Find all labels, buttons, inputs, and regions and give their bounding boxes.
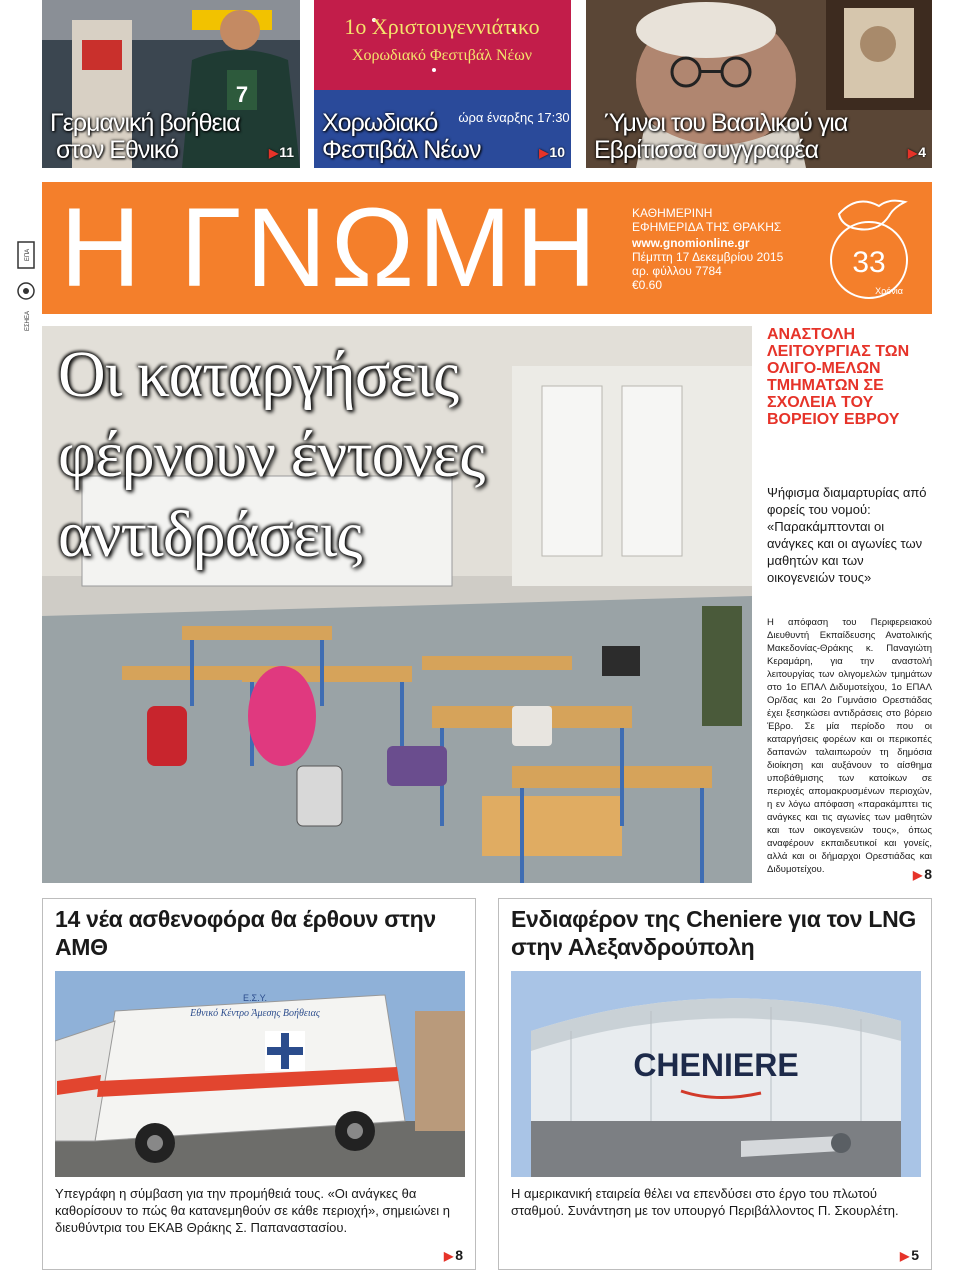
anniversary-label: Χρόνια [875, 286, 903, 296]
price: €0.60 [632, 278, 663, 292]
cheniere-tank-text: CHENIERE [633, 1047, 799, 1083]
arrow-right-icon: ▶ [268, 146, 279, 160]
jersey-number: 7 [235, 82, 249, 107]
teaser-title-line1: Χορωδιακό [322, 109, 438, 137]
eshea-label: ΕΣΗΕΑ [25, 310, 31, 332]
epa-label: ΕΠΑ [25, 248, 31, 262]
lead-headline-line3: αντιδράσεις [58, 498, 362, 571]
story-ambulances[interactable] [42, 898, 476, 1270]
lng-tank-photo [511, 971, 921, 1177]
arrow-right-icon: ▶ [443, 1249, 454, 1263]
page-number: 5 [911, 1247, 919, 1263]
teaser-title-line1: Γερμανική βοήθεια [50, 109, 240, 137]
festival-time: ώρα έναρξης 17:30 [458, 110, 570, 125]
page-number: 8 [924, 866, 933, 882]
lead-body: Η απόφαση του Περιφερειακού Διευθυντή Εκπαίδευσης Ανατολικής Μακεδονίας-Θράκης κ. Παναγιώτη Κεραμάρη, για την αναστολή λειτουργίας των ολιγομελών τμημάτων στο 1ο ΕΠΑΛ Διδυμοτείχου, 1ο ΕΠΑΛ Ορ/δας και 2ο Γυμνάσιο Ορεστιάδας έχει ξεσηκώσει αντιδράσεις στο βόρειο Έβρο. Σε μία περίοδο που οι καταργήσεις φορέων και οι περικοπές δαπανών ταλαιπωρούν τη δημόσια διοίκηση και αυξάνουν το αίσθημα υποβάθμισης των κατοίκων σε περιοχές απομακρυσμένων περιοχών, η εν λόγω απόφαση «παρακάμπτει τις ανάγκες και τις αγωνίες των μαθητών και των οικογενειών τους», όπως αναφέρουν εκπαιδευτικοί και γονείς, αλλά και οι δήμαρχοι Ορεστιάδας και Διδυμοτείχου. [767, 617, 932, 875]
page-number: 8 [455, 1247, 463, 1263]
festival-banner-line2: Χορωδιακό Φεστιβάλ Νέων [351, 47, 533, 64]
lead-page-ref[interactable] [913, 866, 932, 882]
teaser-title-line2: στον Εθνικό [56, 136, 179, 164]
story-page-ref[interactable] [444, 1247, 463, 1263]
arrow-right-icon: ▶ [539, 146, 549, 160]
tagline-line1: ΚΑΘΗΜΕΡΙΝΗ [632, 206, 713, 220]
ambulance-label-1: Ε.Σ.Υ. [243, 993, 267, 1003]
story-description: Υπεγράφη η σύμβαση για την προμήθειά τους. «Οι ανάγκες θα καθορίσουν το πώς θα κατανεμηθούν σε κάθε περιοχή», σημειώνει η διευθύντρια του ΕΚΑΒ Θράκης Σ. Παπαναστασίου. [55, 1186, 451, 1235]
lng-tank-illustration [511, 971, 921, 1177]
ambulance-illustration [55, 971, 465, 1177]
story-cheniere[interactable] [498, 898, 932, 1270]
epa-logo-icon [16, 240, 36, 270]
page-number: 10 [549, 144, 565, 160]
teaser-title [594, 110, 847, 164]
teaser-title-line2: Φεστιβάλ Νέων [322, 136, 481, 164]
page-number: 11 [279, 144, 294, 160]
story-description: Η αμερικανική εταιρεία θέλει να επενδύσει στο έργο του πλωτού σταθμού. Συνάντηση με τον υπουργό Περιβάλλοντος Π. Σκουρλέτη. [511, 1186, 899, 1218]
eshea-seal-icon [16, 279, 36, 339]
lead-headline-line2: φέρνουν έντονες [58, 418, 485, 491]
teaser-page-ref[interactable] [539, 144, 565, 160]
lead-headline-line1: Οι καταργήσεις [58, 338, 459, 411]
anniversary-dove-icon [827, 190, 917, 310]
teaser-title [322, 110, 480, 164]
teaser-volleyball[interactable] [42, 0, 300, 168]
story-headline: 14 νέα ασθενοφόρα θα έρθουν στην ΑΜΘ [55, 906, 436, 960]
side-logos [16, 240, 36, 344]
story-headline: Ενδιαφέρον της Cheniere για τον LNG στην Αλεξανδρούπολη [511, 906, 916, 960]
lead-kicker: ΑΝΑΣΤΟΛΗ ΛΕΙΤΟΥΡΓΙΑΣ ΤΩΝ ΟΛΙΓΟ-ΜΕΛΩΝ ΤΜΗΜΑΤΩΝ ΣΕ ΣΧΟΛΕΙΑ ΤΟΥ ΒΟΡΕΙΟΥ ΕΒΡΟΥ [767, 326, 910, 428]
teaser-choir-festival[interactable] [314, 0, 571, 168]
arrow-right-icon: ▶ [913, 868, 923, 882]
arrow-right-icon: ▶ [899, 1249, 910, 1263]
page-number: 4 [918, 144, 926, 160]
teaser-title-line2: Εβρίτισσα συγγραφέα [594, 136, 819, 164]
teaser-title [50, 110, 240, 164]
ambulance-label-2: Εθνικό Κέντρο Άμεσης Βοήθειας [190, 1008, 320, 1019]
newspaper-logo[interactable]: Η ΓΝΩΜΗ [60, 185, 601, 310]
website-link[interactable]: www.gnomionline.gr [632, 236, 750, 250]
lead-headline[interactable] [58, 335, 484, 575]
teaser-page-ref[interactable] [269, 144, 294, 160]
teaser-title-line1: Ύμνοι του Βασιλικού για [604, 109, 848, 137]
masthead-info [632, 206, 783, 292]
teaser-page-ref[interactable] [908, 144, 926, 160]
festival-banner-line1: 1ο Χριστουγεννιάτικο [344, 14, 540, 39]
lead-standfirst: Ψήφισμα διαμαρτυρίας από φορείς του νομού: «Παρακάμπτονται οι ανάγκες και οι αγωνίες των μαθητών και των οικογενειών τους» [767, 485, 927, 585]
tagline-line2: ΕΦΗΜΕΡΙΔΑ ΤΗΣ ΘΡΑΚΗΣ [632, 220, 782, 234]
issue-date: Πέμπτη 17 Δεκεμβρίου 2015 [632, 250, 784, 264]
issue-number: αρ. φύλλου 7784 [632, 264, 722, 278]
arrow-right-icon: ▶ [907, 146, 918, 160]
ambulance-photo [55, 971, 465, 1177]
masthead [42, 182, 932, 314]
teaser-author[interactable] [586, 0, 932, 168]
anniversary-number: 33 [852, 246, 886, 279]
story-page-ref[interactable] [900, 1247, 919, 1263]
